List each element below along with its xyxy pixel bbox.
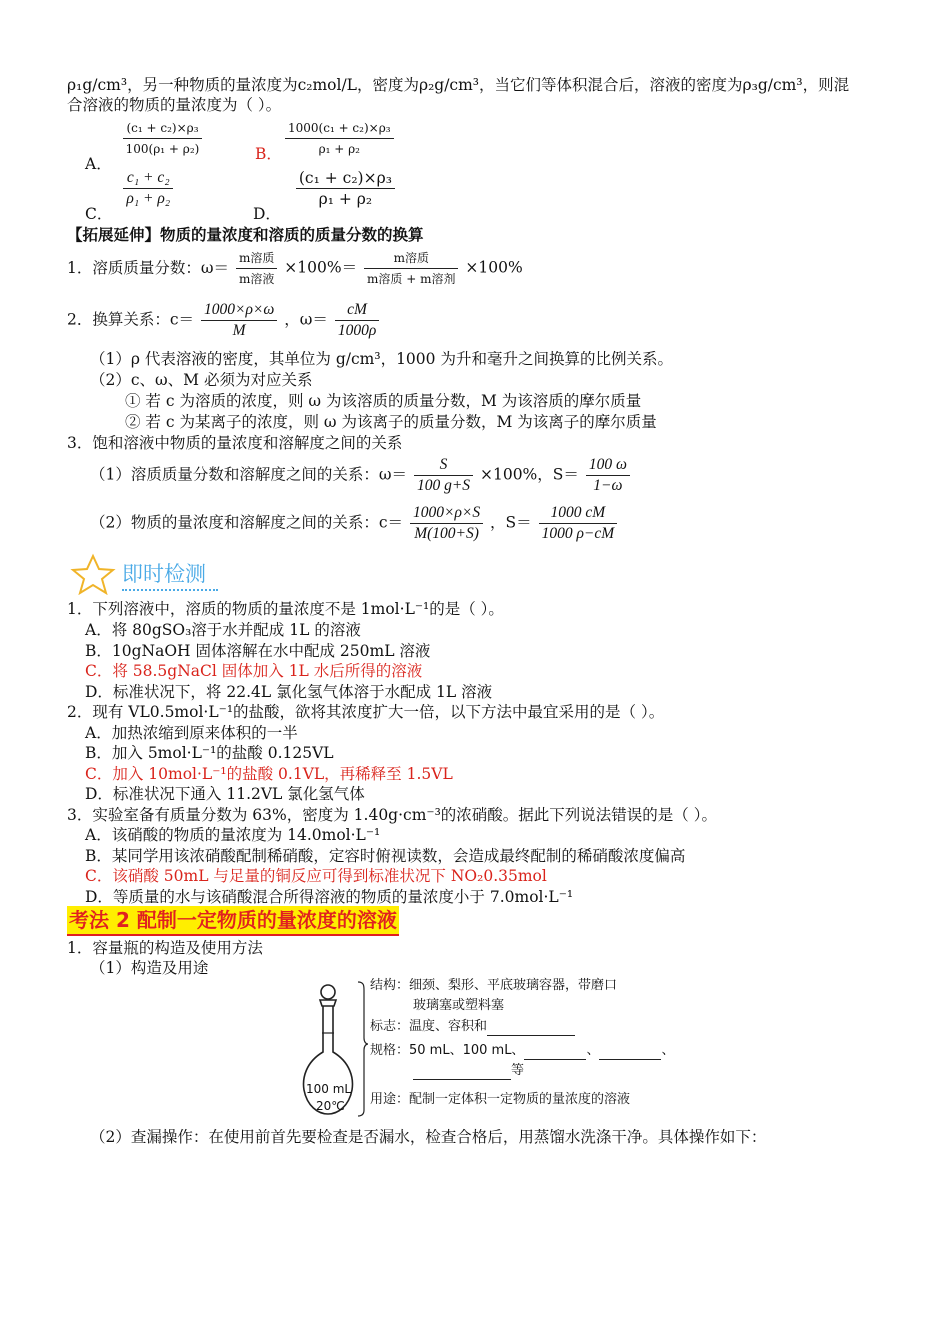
option-c: C．该硝酸 50mL 与足量的铜反应可得到标准状况下 NO₂0.35mol [85,867,547,885]
option-d: D．标准状况下通入 11.2VL 氯化氢气体 [85,785,365,803]
option-b: B．某同学用该浓硝酸配制稀硝酸，定容时俯视读数，会造成最终配制的稀硝酸浓度偏高 [85,847,686,865]
text-line: （1）ρ 代表溶液的密度，其单位为 g/cm³，1000 为升和毫升之间换算的比例关系。 [90,350,673,368]
formula-line: （2）物质的量浓度和溶解度之间的关系：c＝ $\frac{1000\times\rho\times S}{M(100+S)}$ ，S＝ $\frac{1000 cM}{1000 \rho-cM}$ [90,503,619,544]
figure-text: 玻璃塞或塑料塞 [413,998,505,1013]
option-c: C． $\frac{\text{c₁ + c₂}}{\text{ρ₁ + ρ₂}}$ [85,168,175,209]
formula-line: （1）溶质质量分数和溶解度之间的关系：ω＝ $\frac{S}{100 g+S}$ ×100%，S＝ $\frac{100 \omega}{1-\omega}$ [90,455,632,496]
figure-text: 标志：温度、容积和 [370,1018,575,1036]
question-text-line: ρ₁g/cm³，另一种物质的量浓度为c₂mol/L，密度为ρ₂g/cm³，当它们等体积混合后，溶液的密度为ρ₃g/cm³，则混 [67,76,850,94]
option-b: B．10gNaOH 固体溶解在水中配成 250mL 溶液 [85,642,431,660]
option-b: B． [255,145,282,163]
section-title: 考法 2 配制一定物质的量浓度的溶液 [67,906,399,936]
text-line: 3．饱和溶液中物质的量浓度和溶解度之间的关系 [67,434,403,452]
flask-label: 100 mL [306,1082,352,1096]
section-heading: 【拓展延伸】物质的量浓度和溶质的质量分数的换算 [67,225,424,244]
figure-text: 等 [413,1062,524,1080]
option-a: A．加热浓缩到原来体积的一半 [85,724,298,742]
figure-text: 规格：50 mL、100 mL、 、 、 [370,1043,675,1058]
text-line: ② 若 c 为某离子的浓度，则 ω 为该离子的质量分数，M 为该离子的摩尔质量 [125,413,657,431]
figure-text: 用途：配制一定体积一定物质的量浓度的溶液 [370,1092,631,1107]
question-stem: 1．下列溶液中，溶质的物质的量浓度不是 1mol·L⁻¹的是（ ）。 [67,600,504,618]
question-stem: 3．实验室备有质量分数为 63%，密度为 1.40g·cm⁻³的浓硝酸。据此下列说法错误的是（ ）。 [67,806,717,824]
option-a: A．将 80gSO₃溶于水并配成 1L 的溶液 [85,621,361,639]
option-c: C．加入 10mol·L⁻¹的盐酸 0.1VL，再稀释至 1.5VL [85,765,453,783]
option-d: D． $\frac{\text{(c₁ + c₂)×ρ₃}}{\text{ρ₁ + ρ₂}}$ [253,168,397,209]
formula-line: 2．换算关系：c＝ $\frac{1000\times\rho\times\omega}{M}$ ，ω＝ $\frac{cM}{1000\rho}$ [67,300,381,341]
text-line: （2）c、ω、M 必须为对应关系 [90,371,313,389]
formula-line: 1．溶质质量分数：ω＝ $\frac{\text{m溶质}}{\text{m溶液}}$ ×100%＝ $\frac{\text{m溶质}}{\text{m溶质 + m溶剂}}$ ×100% [67,248,523,289]
option-a: A． $\frac{\text{(c₁ + c₂)×ρ₃}}{\text{100(ρ₁ + ρ₂)}}$ [85,118,204,159]
option-d: D．等质量的水与该硝酸混合所得溶液的物质的量浓度小于 7.0mol·L⁻¹ [85,888,574,906]
text-line: 1．容量瓶的构造及使用方法 [67,939,263,957]
question-text-line: 合溶液的物质的量浓度为（ ）。 [67,96,282,114]
text-line: ① 若 c 为溶质的浓度，则 ω 为该溶质的质量分数，M 为该溶质的摩尔质量 [125,392,642,410]
question-stem: 2．现有 VL0.5mol·L⁻¹的盐酸，欲将其浓度扩大一倍，以下方法中最宜采用的是（ ）。 [67,703,665,721]
text-line: （2）查漏操作：在使用前首先要检查是否漏水，检查合格后，用蒸馏水洗涤干净。具体操作如下： [90,1128,767,1146]
option-b: B．加入 5mol·L⁻¹的盐酸 0.125VL [85,744,334,762]
option-d: D．标准状况下，将 22.4L 氯化氢气体溶于水配成 1L 溶液 [85,683,493,701]
star-icon [70,553,116,595]
figure-text: 结构：细颈、梨形、平底玻璃容器，带磨口 [370,978,618,993]
flask-label: 20℃ [316,1099,345,1113]
option-c: C．将 58.5gNaCl 固体加入 1L 水后所得的溶液 [85,662,423,680]
option-a: A．该硝酸的物质的量浓度为 14.0mol·L⁻¹ [85,826,381,844]
check-title: 即时检测 [122,562,206,586]
text-line: （1）构造及用途 [90,959,209,977]
divider [122,589,218,591]
option-b-formula: $\frac{\text{1000(c₁ + c₂)×ρ₃}}{\text{ρ₁ + ρ₂}}$ [283,118,396,159]
